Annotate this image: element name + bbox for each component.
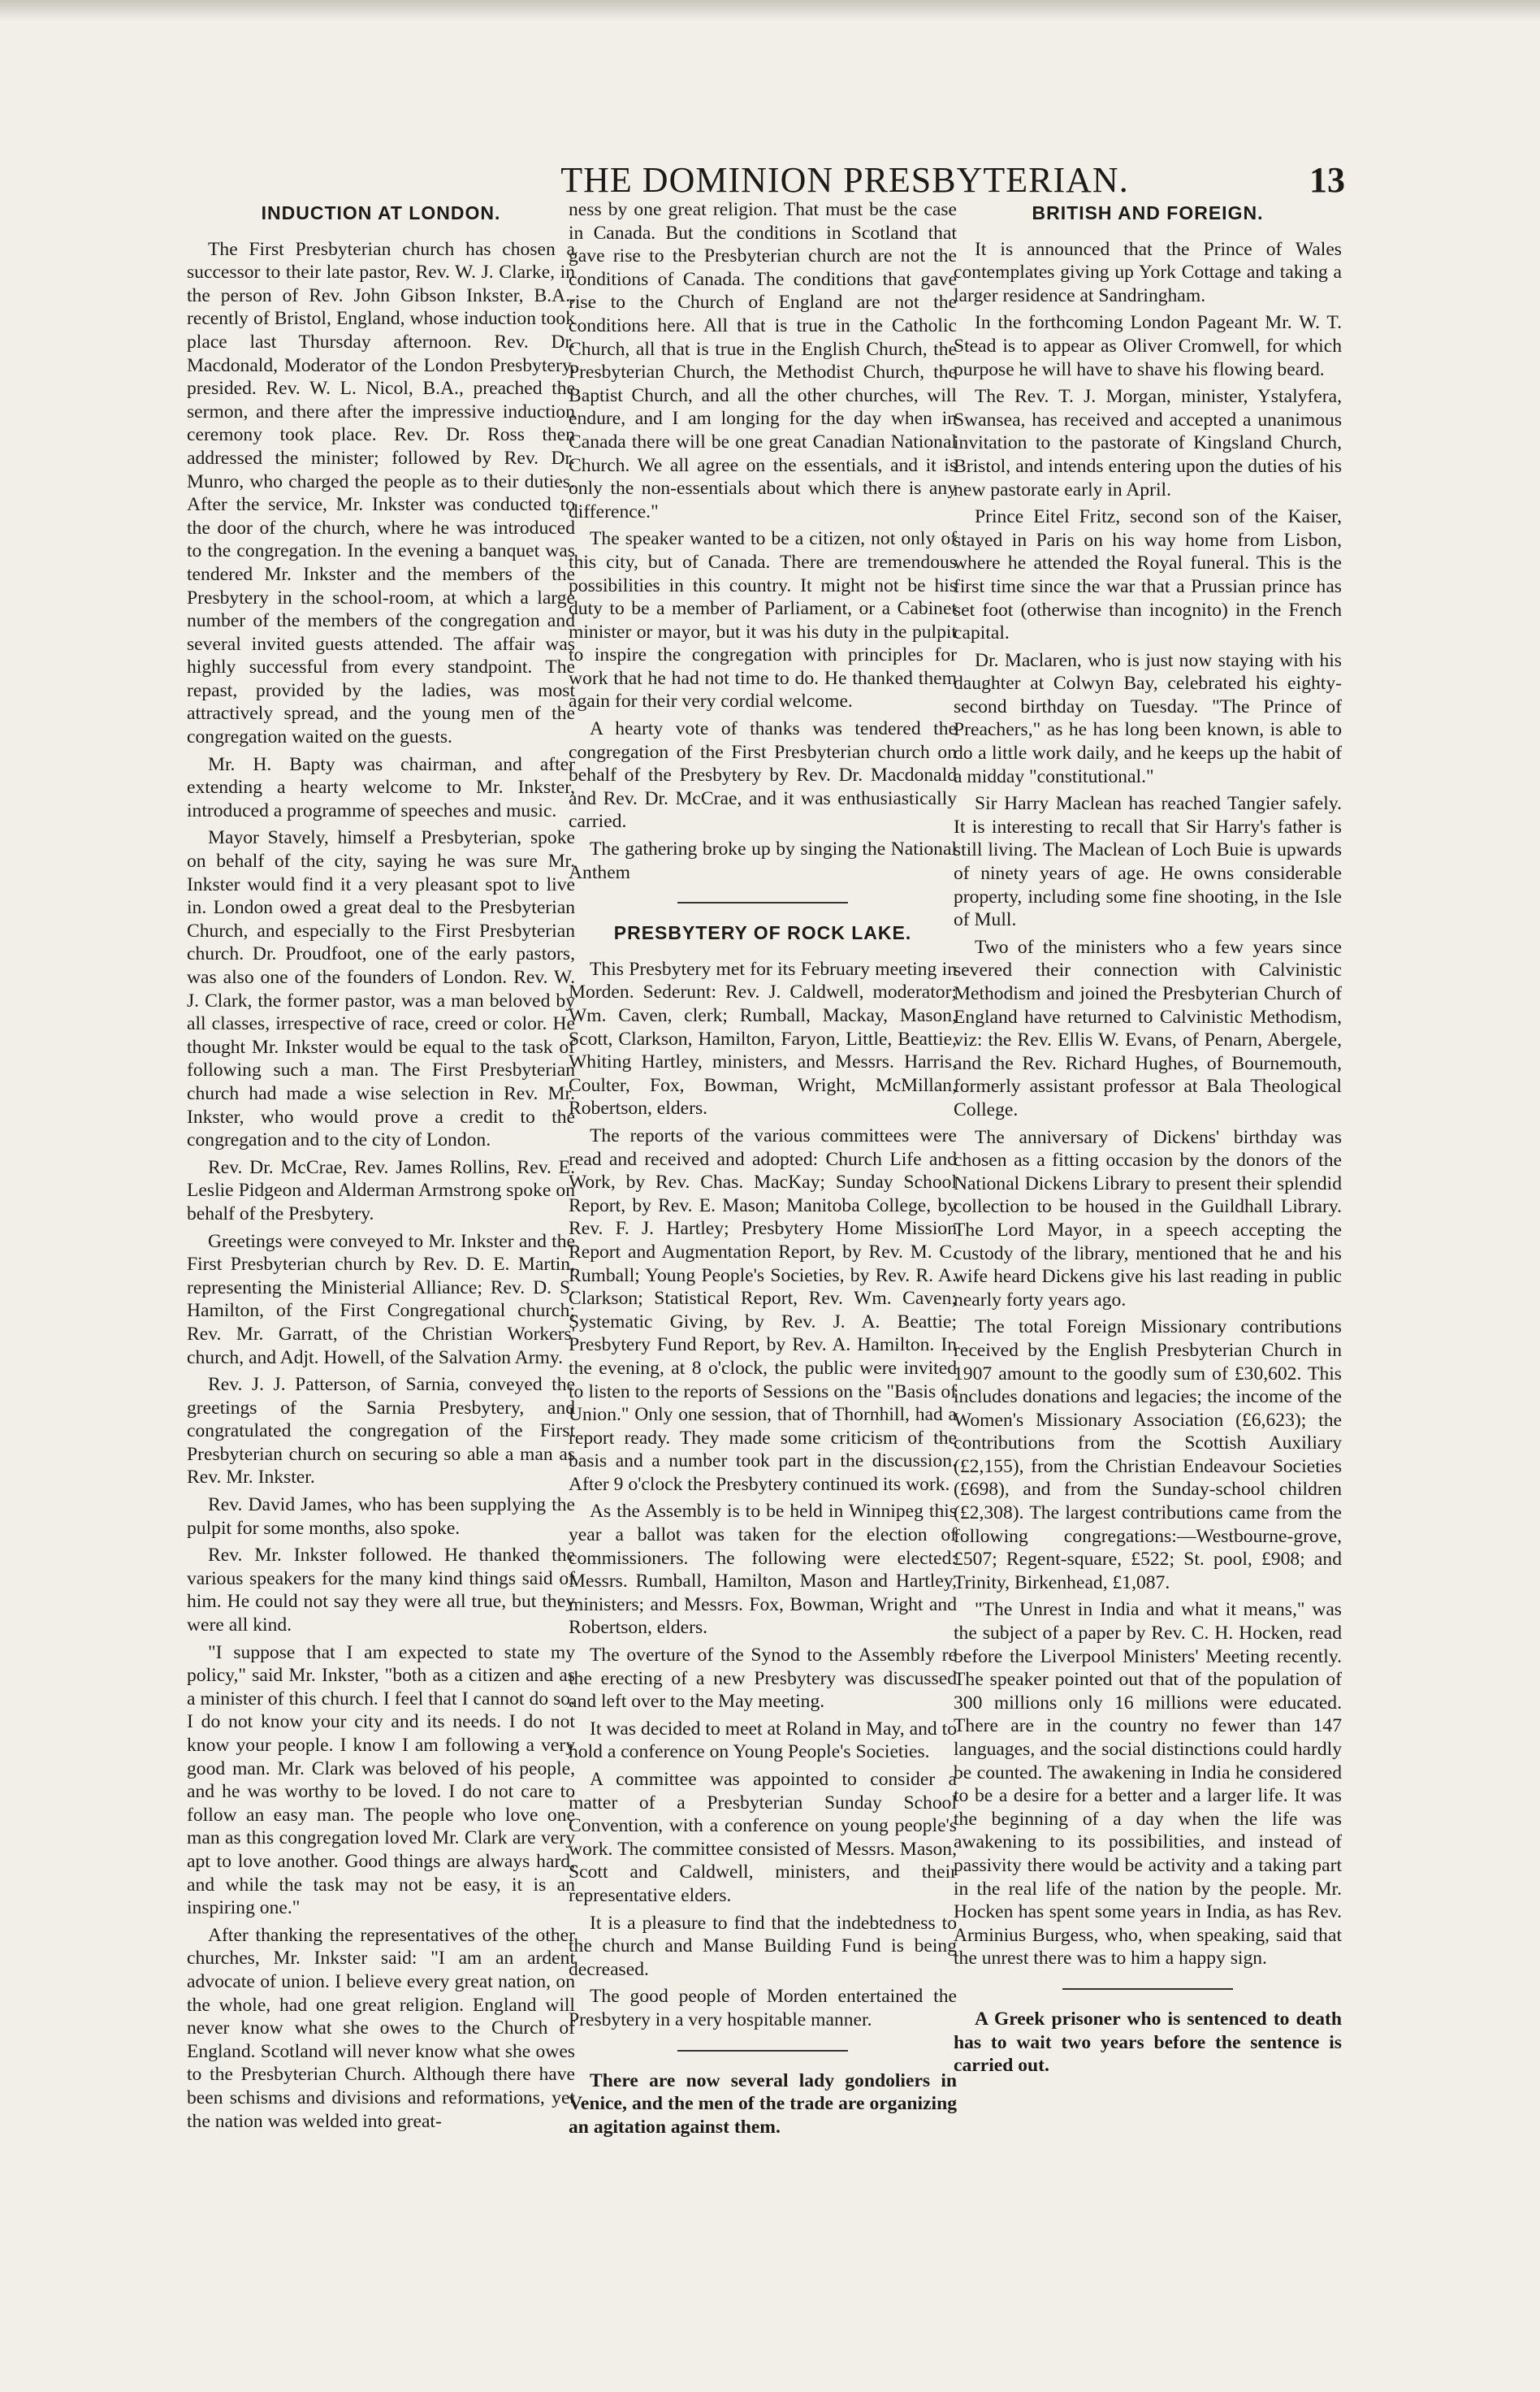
paragraph: It was decided to meet at Roland in May, and to hold a conference on Young People's Societies. xyxy=(569,1718,957,1763)
page-number: 13 xyxy=(1309,160,1345,200)
paragraph: Greetings were conveyed to Mr. Inkster and the First Presbyterian church by Rev. D. E. Martin, representing the Ministerial Alliance; Rev. D. S. Hamilton, of the First Congregational church; Rev. Mr. Garratt, of the Christian Workers' church, and Adjt. Howell, of the Salvation Army. xyxy=(187,1230,575,1368)
news-note: There are now several lady gondoliers in Venice, and the men of the trade are organizing an agitation against them. xyxy=(569,2069,957,2138)
masthead: THE DOMINION PRESBYTERIAN. xyxy=(560,160,1129,200)
paragraph: The good people of Morden entertained the Presbytery in a very hospitable manner. xyxy=(569,1986,957,2030)
paragraph: "I suppose that I am expected to state my policy," said Mr. Inkster, "both as a citizen and as a minister of this church. I feel that I cannot do so. I do not know your city and its needs. I do not know your people. I know I am following a very good man. Mr. Clark was beloved of his people, and he was worthy to be loved. I do not care to follow an easy man. The people who love one man as this congregation loved Mr. Clark are very apt to love another. Good things are always hard, and while the task may not be easy, it is an inspiring one." xyxy=(187,1641,575,1919)
paragraph: The speaker wanted to be a citizen, not only of this city, but of Canada. There are tremendous possibilities in this country. It might not be his duty to be a member of Parliament, or a Cabinet minister or mayor, but it was his duty in the pulpit to inspire the congregation with principles for work that he had not time to do. He thanked them again for their very cordial welcome. xyxy=(569,528,957,713)
paragraph: It is announced that the Prince of Wales contemplates giving up York Cottage and taking a larger residence at Sandringham. xyxy=(954,238,1342,306)
paragraph: Mr. H. Bapty was chairman, and after extending a hearty welcome to Mr. Inkster, introduced a programme of speeches and music. xyxy=(187,753,575,821)
article-heading-rock-lake: PRESBYTERY OF ROCK LAKE. xyxy=(613,922,912,944)
paragraph: The anniversary of Dickens' birthday was chosen as a fitting occasion by the donors of the National Dickens Library to present their splendid collection to be housed in the Guildhall Library. The Lord Mayor, in a speech accepting the custody of the library, mentioned that he and his wife heard Dickens give his last reading in public nearly forty years ago. xyxy=(954,1126,1342,1311)
divider xyxy=(677,2050,848,2052)
divider xyxy=(1062,1988,1233,1990)
paragraph: In the forthcoming London Pageant Mr. W. T. Stead is to appear as Oliver Cromwell, for which purpose he will have to shave his flowing beard. xyxy=(954,312,1342,380)
paragraph: As the Assembly is to be held in Winnipeg this year a ballot was taken for the election of commissioners. The following were elected: Messrs. Rumball, Hamilton, Mason and Hartley, ministers; and Messrs. Fox, Bowman, Wright and Robertson, elders. xyxy=(569,1501,957,1639)
paragraph: Dr. Maclaren, who is just now staying with his daughter at Colwyn Bay, celebrated his eighty-second birthday on Tuesday. "The Prince of Preachers," as he has long been known, is able to do a little work daily, and he keeps up the habit of a midday "constitutional." xyxy=(954,649,1342,787)
paragraph: Rev. Dr. McCrae, Rev. James Rollins, Rev. E. Leslie Pidgeon and Alderman Armstrong spoke on behalf of the Presbytery. xyxy=(187,1156,575,1224)
scan-edge xyxy=(0,0,1540,21)
paragraph: Rev. J. J. Patterson, of Sarnia, conveyed the greetings of the Sarnia Presbytery, and congratulated the congregation of the First Presbyterian church on securing so able a man as Rev. Mr. Inkster. xyxy=(187,1374,575,1488)
divider xyxy=(677,902,848,904)
article-heading-induction: INDUCTION AT LONDON. xyxy=(261,202,501,223)
paragraph: Mayor Stavely, himself a Presbyterian, spoke on behalf of the city, saying he was sure Mr. Inkster would find it a very pleasant spot to live in. London owed a great deal to the Presbyterian Church, and especially to the First Presbyterian church. Dr. Proudfoot, one of the early pastors, was also one of the founders of London. Rev. W. J. Clark, the former pastor, was a man beloved by all classes, irrespective of race, creed or color. He thought Mr. Inkster would be equal to the task of following such a man. The First Presbyterian church had made a wise selection in Rev. Mr. Inkster, who would prove a credit to the congregation and to the city of London. xyxy=(187,827,575,1151)
paragraph: Sir Harry Maclean has reached Tangier safely. It is interesting to recall that Sir Harry's father is still living. The Maclean of Loch Buie is upwards of ninety years of age. He owns considerable property, including some fine shooting, in the Isle of Mull. xyxy=(954,793,1342,931)
article-heading-british-foreign: BRITISH AND FOREIGN. xyxy=(1032,202,1264,223)
paragraph: "The Unrest in India and what it means," was the subject of a paper by Rev. C. H. Hocken, read before the Liverpool Ministers' Meeting recently. The speaker pointed out that of the population of 300 millions only 16 millions were educated. There are in the country no fewer than 147 languages, and the social distinctions could hardly be counted. The awakening in India he considered to be a desire for a better and a larger life. It was the beginning of a day when the life was awakening to its possibilities, and instead of passivity there would be activity and a taking part in the real life of the nation by the people. Mr. Hocken has spent some years in India, as has Rev. Arminius Burgess, who, when speaking, said that the unrest there was to him a happy sign. xyxy=(954,1599,1342,1970)
paragraph: Two of the ministers who a few years since severed their connection with Calvinistic Methodism and joined the Presbyterian Church of England have returned to Calvinistic Methodism, viz: the Rev. Ellis W. Evans, of Penarn, Abergele, and the Rev. Richard Hughes, of Bournemouth, formerly assistant professor at Bala Theological College. xyxy=(954,936,1342,1120)
column-2 xyxy=(569,198,957,2343)
paragraph: Rev. David James, who has been supplying the pulpit for some months, also spoke. xyxy=(187,1494,575,1539)
paragraph: The total Foreign Missionary contributions received by the English Presbyterian Church in 1907 amount to the goodly sum of £30,602. This includes donations and legacies; the income of the Women's Missionary Association (£6,623); the contributions from the Scottish Auxiliary (£2,155), from the Christian Endeavour Societies (£698), and from the Sunday-school children (£2,308). The largest contributions came from the following congregations:—Westbourne-grove, £507; Regent-square, £522; St. pool, £908; and Trinity, Birkenhead, £1,087. xyxy=(954,1316,1342,1593)
paragraph: The overture of the Synod to the Assembly re the erecting of a new Presbytery was discussed and left over to the May meeting. xyxy=(569,1644,957,1713)
paragraph: The gathering broke up by singing the National Anthem xyxy=(569,838,957,883)
column-3 xyxy=(954,198,1342,2343)
column-1 xyxy=(187,198,575,2343)
paragraph: The First Presbyterian church has chosen a successor to their late pastor, Rev. W. J. Clarke, in the person of Rev. John Gibson Inkster, B.A., recently of Bristol, England, whose induction took place last Thursday afternoon. Rev. Dr. Macdonald, Moderator of the London Presbytery, presided. Rev. W. L. Nicol, B.A., preached the sermon, and there after the impressive induction ceremony took place. Rev. Dr. Ross then addressed the minister; followed by Rev. Dr. Munro, who charged the people as to their duties. After the service, Mr. Inkster was conducted to the door of the church, where he was introduced to the congregation. In the evening a banquet was tendered Mr. Inkster and the members of the Presbytery in the school-room, at which a large number of the members of the congregation and several invited guests attended. The affair was highly successful from every standpoint. The repast, provided by the ladies, was most attractively spread, and the young men of the congregation waited on the guests. xyxy=(187,238,575,748)
paragraph: The reports of the various committees were read and received and adopted: Church Life and Work, by Rev. Chas. MacKay; Sunday School Report, by Rev. E. Mason; Manitoba College, by Rev. F. J. Hartley; Presbytery Home Mission Report and Augmentation Report, by Rev. M. C. Rumball; Young People's Societies, by Rev. R. A. Clarkson; Statistical Report, Rev. Wm. Caven; Systematic Giving, by Rev. J. A. Beattie; Presbytery Fund Report, by Rev. A. Hamilton. In the evening, at 8 o'clock, the public were invited to listen to the reports of Sessions on the "Basis of Union." Only one session, that of Thornhill, had a report ready. They made some criticism of the basis and a number took part in the discussion. After 9 o'clock the Presbytery continued its work. xyxy=(569,1124,957,1495)
paragraph: It is a pleasure to find that the indebtedness to the church and Manse Building Fund is being decreased. xyxy=(569,1912,957,1980)
paragraph: After thanking the representatives of the other churches, Mr. Inkster said: "I am an ardent advocate of union. I believe every great nation, on the whole, had one great religion. England will never know what she owes to the Church of England. Scotland will never know what she owes to the Presbyterian Church. Although there have been schisms and divisions and reformations, yet the nation was welded into great- xyxy=(187,1924,575,2132)
paragraph: Prince Eitel Fritz, second son of the Kaiser, stayed in Paris on his way home from Lisbon, where he attended the Royal funeral. This is the first time since the war that a Prussian prince has set foot (otherwise than incognito) in the French capital. xyxy=(954,506,1342,644)
paragraph: A committee was appointed to consider a matter of a Presbyterian Sunday School Convention, with a conference on young people's work. The committee consisted of Messrs. Mason, Scott and Caldwell, ministers, and their representative elders. xyxy=(569,1769,957,1906)
news-note: A Greek prisoner who is sentenced to death has to wait two years before the sentence is carried out. xyxy=(954,2008,1342,2077)
paragraph: Rev. Mr. Inkster followed. He thanked the various speakers for the many kind things said of him. He could not say they were all true, but they were all kind. xyxy=(187,1545,575,1636)
paragraph: A hearty vote of thanks was tendered the congregation of the First Presbyterian church on behalf of the Presbytery by Rev. Dr. Macdonald and Rev. Dr. McCrae, and it was enthusiastically carried. xyxy=(569,718,957,833)
paragraph: ness by one great religion. That must be the case in Canada. But the conditions in Scotland that gave rise to the Presbyterian church are not the conditions of Canada. The conditions that gave rise to the Church of England are not the conditions here. All that is true in the Catholic Church, all that is true in the English Church, the Presbyterian Church, the Methodist Church, the Baptist Church, and all the other churches, will endure, and I am longing for the day when in Canada there will be one great Canadian National Church. We all agree on the essentials, and it is only the non-essentials about which there is any difference." xyxy=(569,199,957,522)
paragraph: This Presbytery met for its February meeting in Morden. Sederunt: Rev. J. Caldwell, moderator; Wm. Caven, clerk; Rumball, Mackay, Mason, Scott, Clarkson, Hamilton, Faryon, Little, Beattie, Whiting Hartley, ministers, and Messrs. Harris, Coulter, Fox, Bowman, Wright, McMillan, Robertson, elders. xyxy=(569,958,957,1120)
paragraph: The Rev. T. J. Morgan, minister, Ystalyfera, Swansea, has received and accepted a unanimous invitation to the pastorate of Kingsland Church, Bristol, and intends entering upon the duties of his new pastorate early in April. xyxy=(954,386,1342,500)
